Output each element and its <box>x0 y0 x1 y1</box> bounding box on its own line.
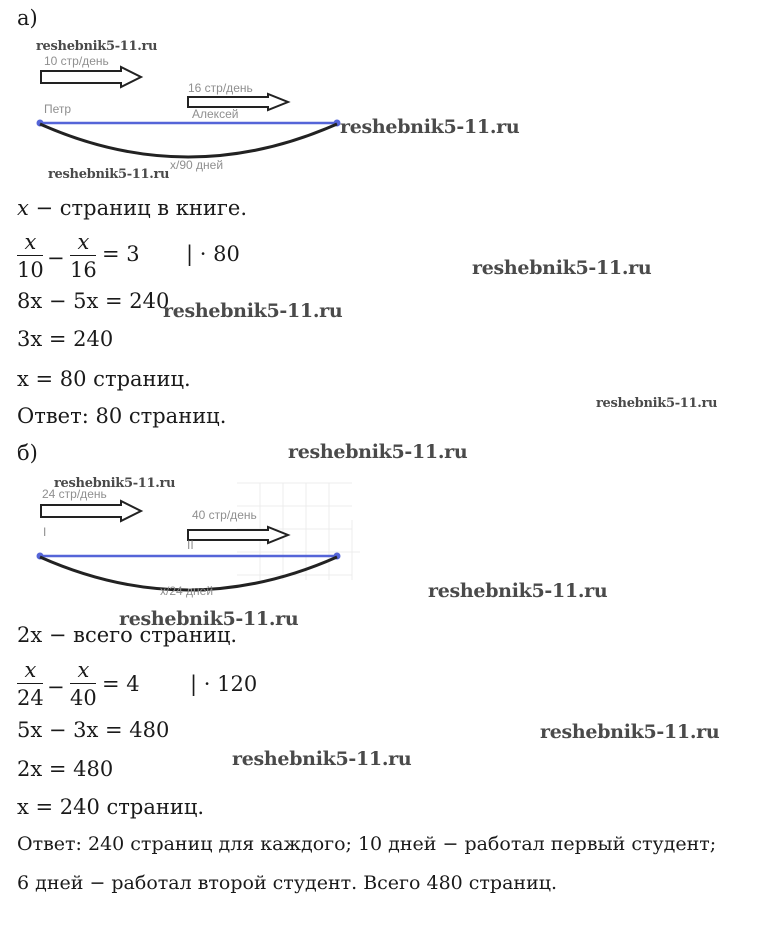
speed-label-2: 16 стр/день <box>188 81 253 95</box>
part-a-label: а) <box>17 6 38 30</box>
brace-label: x/24 дней <box>160 584 214 598</box>
speed-label-2: 40 стр/день <box>192 508 257 522</box>
minus-sign-a: − <box>47 246 65 270</box>
equation-b-multiplier: | · 120 <box>190 672 258 696</box>
equation-b-rhs: = 4 <box>102 672 140 696</box>
part-b-line-3: 2x = 480 <box>17 757 114 781</box>
part-a-line-1: x − страниц в книге. <box>17 196 248 220</box>
part-b-label: б) <box>17 441 38 465</box>
part-b-line-4: x = 240 страниц. <box>17 795 205 819</box>
speed-label-1: 24 стр/день <box>42 487 107 501</box>
name-label-1: Петр <box>44 102 72 116</box>
part-b-line-1: 2x − всего страниц. <box>17 623 237 647</box>
arrow-speed-1 <box>41 501 141 521</box>
watermark: reshebnik5-11.ru <box>36 39 158 54</box>
fraction-a-2: x 16 <box>70 230 97 282</box>
fraction-b-2: x 40 <box>70 658 97 710</box>
watermark: reshebnik5-11.ru <box>596 396 718 411</box>
marker-label-1: I <box>43 525 47 539</box>
fraction-b-1: x 24 <box>17 658 44 710</box>
part-a-line-4: x = 80 страниц. <box>17 367 191 391</box>
watermark: reshebnik5-11.ru <box>288 441 468 463</box>
watermark: reshebnik5-11.ru <box>340 116 520 138</box>
part-a-line-2: 8x − 5x = 240 <box>17 289 170 313</box>
speed-label-1: 10 стр/день <box>44 54 109 68</box>
part-b-line-2: 5x − 3x = 480 <box>17 718 170 742</box>
watermark: reshebnik5-11.ru <box>428 580 608 602</box>
watermark: reshebnik5-11.ru <box>48 167 170 182</box>
part-a-line-3: 3x = 240 <box>17 327 114 351</box>
fraction-a-1: x 10 <box>17 230 44 282</box>
watermark: reshebnik5-11.ru <box>232 748 412 770</box>
watermark: reshebnik5-11.ru <box>54 476 176 491</box>
brace-label: x/90 дней <box>170 158 224 172</box>
watermark: reshebnik5-11.ru <box>472 257 652 279</box>
part-b-answer-line-2: 6 дней − работал второй студент. Всего 480 страниц. <box>17 872 558 894</box>
part-b-answer-line-1: Ответ: 240 страниц для каждого; 10 дней − работал первый студент; <box>17 833 717 855</box>
arrow-speed-2 <box>188 527 288 543</box>
equation-a-rhs: = 3 <box>102 242 140 266</box>
watermark: reshebnik5-11.ru <box>540 721 720 743</box>
marker-label-2: II <box>187 538 194 552</box>
watermark: reshebnik5-11.ru <box>119 608 299 630</box>
minus-sign-b: − <box>47 675 65 699</box>
watermark: reshebnik5-11.ru <box>163 300 343 322</box>
name-label-2: Алексей <box>192 107 239 121</box>
equation-a-multiplier: | · 80 <box>186 242 240 266</box>
part-a-answer: Ответ: 80 страниц. <box>17 404 227 428</box>
